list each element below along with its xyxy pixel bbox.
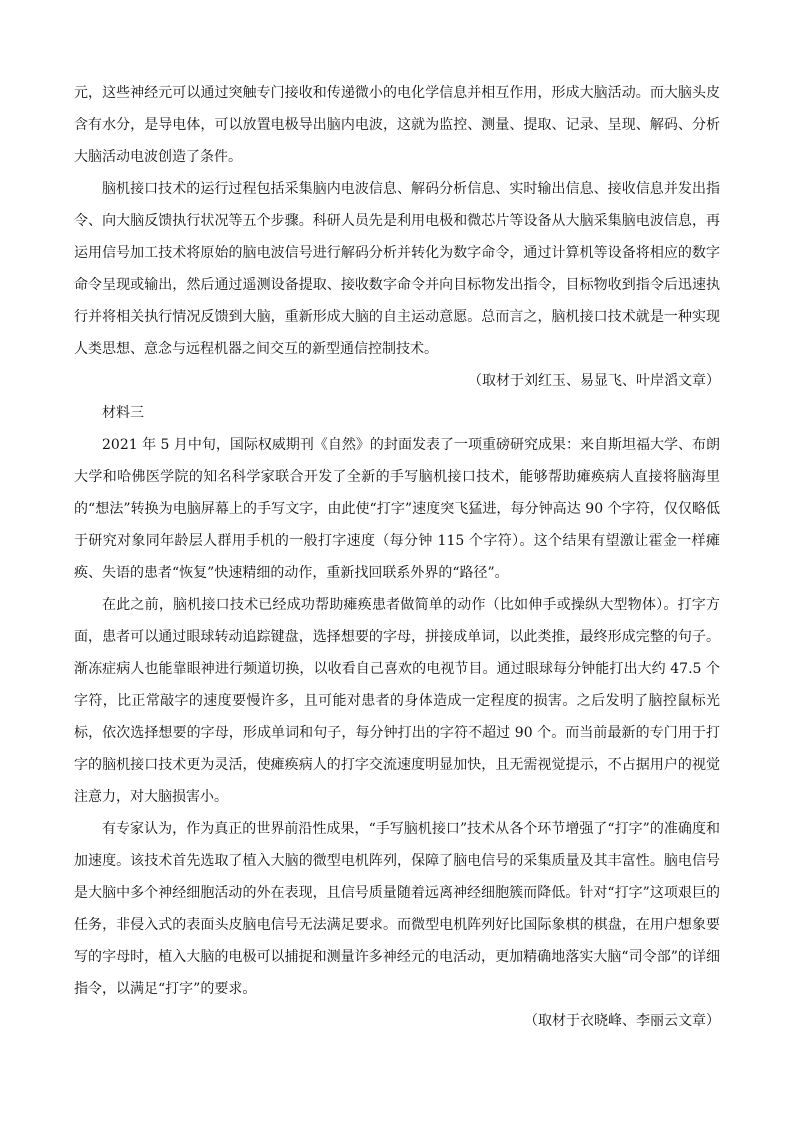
material3-source: （取材于衣晓峰、李丽云文章） [524, 1013, 720, 1029]
material3-paragraph-3: 有专家认为，作为真正的世界前沿性成果，“手写脑机接口”技术从各个环节增强了“打字”的准确度和加速度。该技术首先选取了植入大脑的微型电机阵列，保障了脑电信号的采集质量及其丰富性。脑电信号是大脑中多个神经细胞活动的外在表现，且信号质量随着远离神经细胞簇而降低。针对“打字”这项艰巨的任务，非侵入式的表面头皮脑电信号无法满足要求。而微型电机阵列好比国际象棋的棋盘，在用户想象要写的字母时，植入大脑的电极可以捕捉和测量许多神经元的电活动，更加精确地落实大脑“司令部”的详细指令，以满足“打字”的要求。 [74, 821, 720, 997]
material2-source: （取材于刘红玉、易显飞、叶岸滔文章） [468, 373, 720, 389]
material2-paragraph-1: 元，这些神经元可以通过突触专门接收和传递微小的电化学信息并相互作用，形成大脑活动。而大脑头皮含有水分，是导电体，可以放置电极导出脑内电波，这就为监控、测量、提取、记录、呈现、解码、分析大脑活动电波创造了条件。 [74, 85, 720, 165]
material3-paragraph-1: 2021 年 5 月中旬，国际权威期刊《自然》的封面发表了一项重磅研究成果：来自斯坦福大学、布朗大学和哈佛医学院的知名科学家联合开发了全新的手写脑机接口技术，能够帮助瘫痪病人直接将脑海里的“想法”转换为电脑屏幕上的手写文字，由此使“打字”速度突飞猛进，每分钟高达 90 个字符，仅仅略低于研究对象同年龄层人群用手机的一般打字速度（每分钟 115 个字符）。这个结果有望激让霍金一样瘫痪、失语的患者“恢复”快速精细的动作，重新找回联系外界的“路径”。 [74, 437, 720, 581]
material3-heading: 材料三 [102, 405, 144, 421]
material3-paragraph-2: 在此之前，脑机接口技术已经成功帮助瘫痪患者做简单的动作（比如伸手或操纵大型物体）。打字方面，患者可以通过眼球转动追踪键盘，选择想要的字母，拼接成单词，以此类推，最终形成完整的句子。渐冻症病人也能靠眼神进行频道切换，以收看自己喜欢的电视节目。通过眼球每分钟能打出大约 47.5 个字符，比正常敲字的速度要慢许多，且可能对患者的身体造成一定程度的损害。之后发明了脑控鼠标光标，依次选择想要的字母，形成单词和句子，每分钟打出的字符不超过 90 个。而当前最新的专门用于打字的脑机接口技术更为灵活，使瘫痪病人的打字交流速度明显加快，且无需视觉提示，不占据用户的视觉注意力，对大脑损害小。 [74, 597, 720, 805]
material2-paragraph-2: 脑机接口技术的运行过程包括采集脑内电波信息、解码分析信息、实时输出信息、接收信息并发出指令、向大脑反馈执行状况等五个步骤。科研人员先是利用电极和微芯片等设备从大脑采集脑电波信息，再运用信号加工技术将原始的脑电波信号进行解码分析并转化为数字命令，通过计算机等设备将相应的数字命令呈现或输出，然后通过遥测设备提取、接收数字命令并向目标物发出指令，目标物收到指令后迅速执行并将相关执行情况反馈到大脑，重新形成大脑的自主运动意愿。总而言之，脑机接口技术就是一种实现人类思想、意念与远程机器之间交互的新型通信控制技术。 [74, 181, 720, 357]
document-page [74, 77, 720, 1037]
